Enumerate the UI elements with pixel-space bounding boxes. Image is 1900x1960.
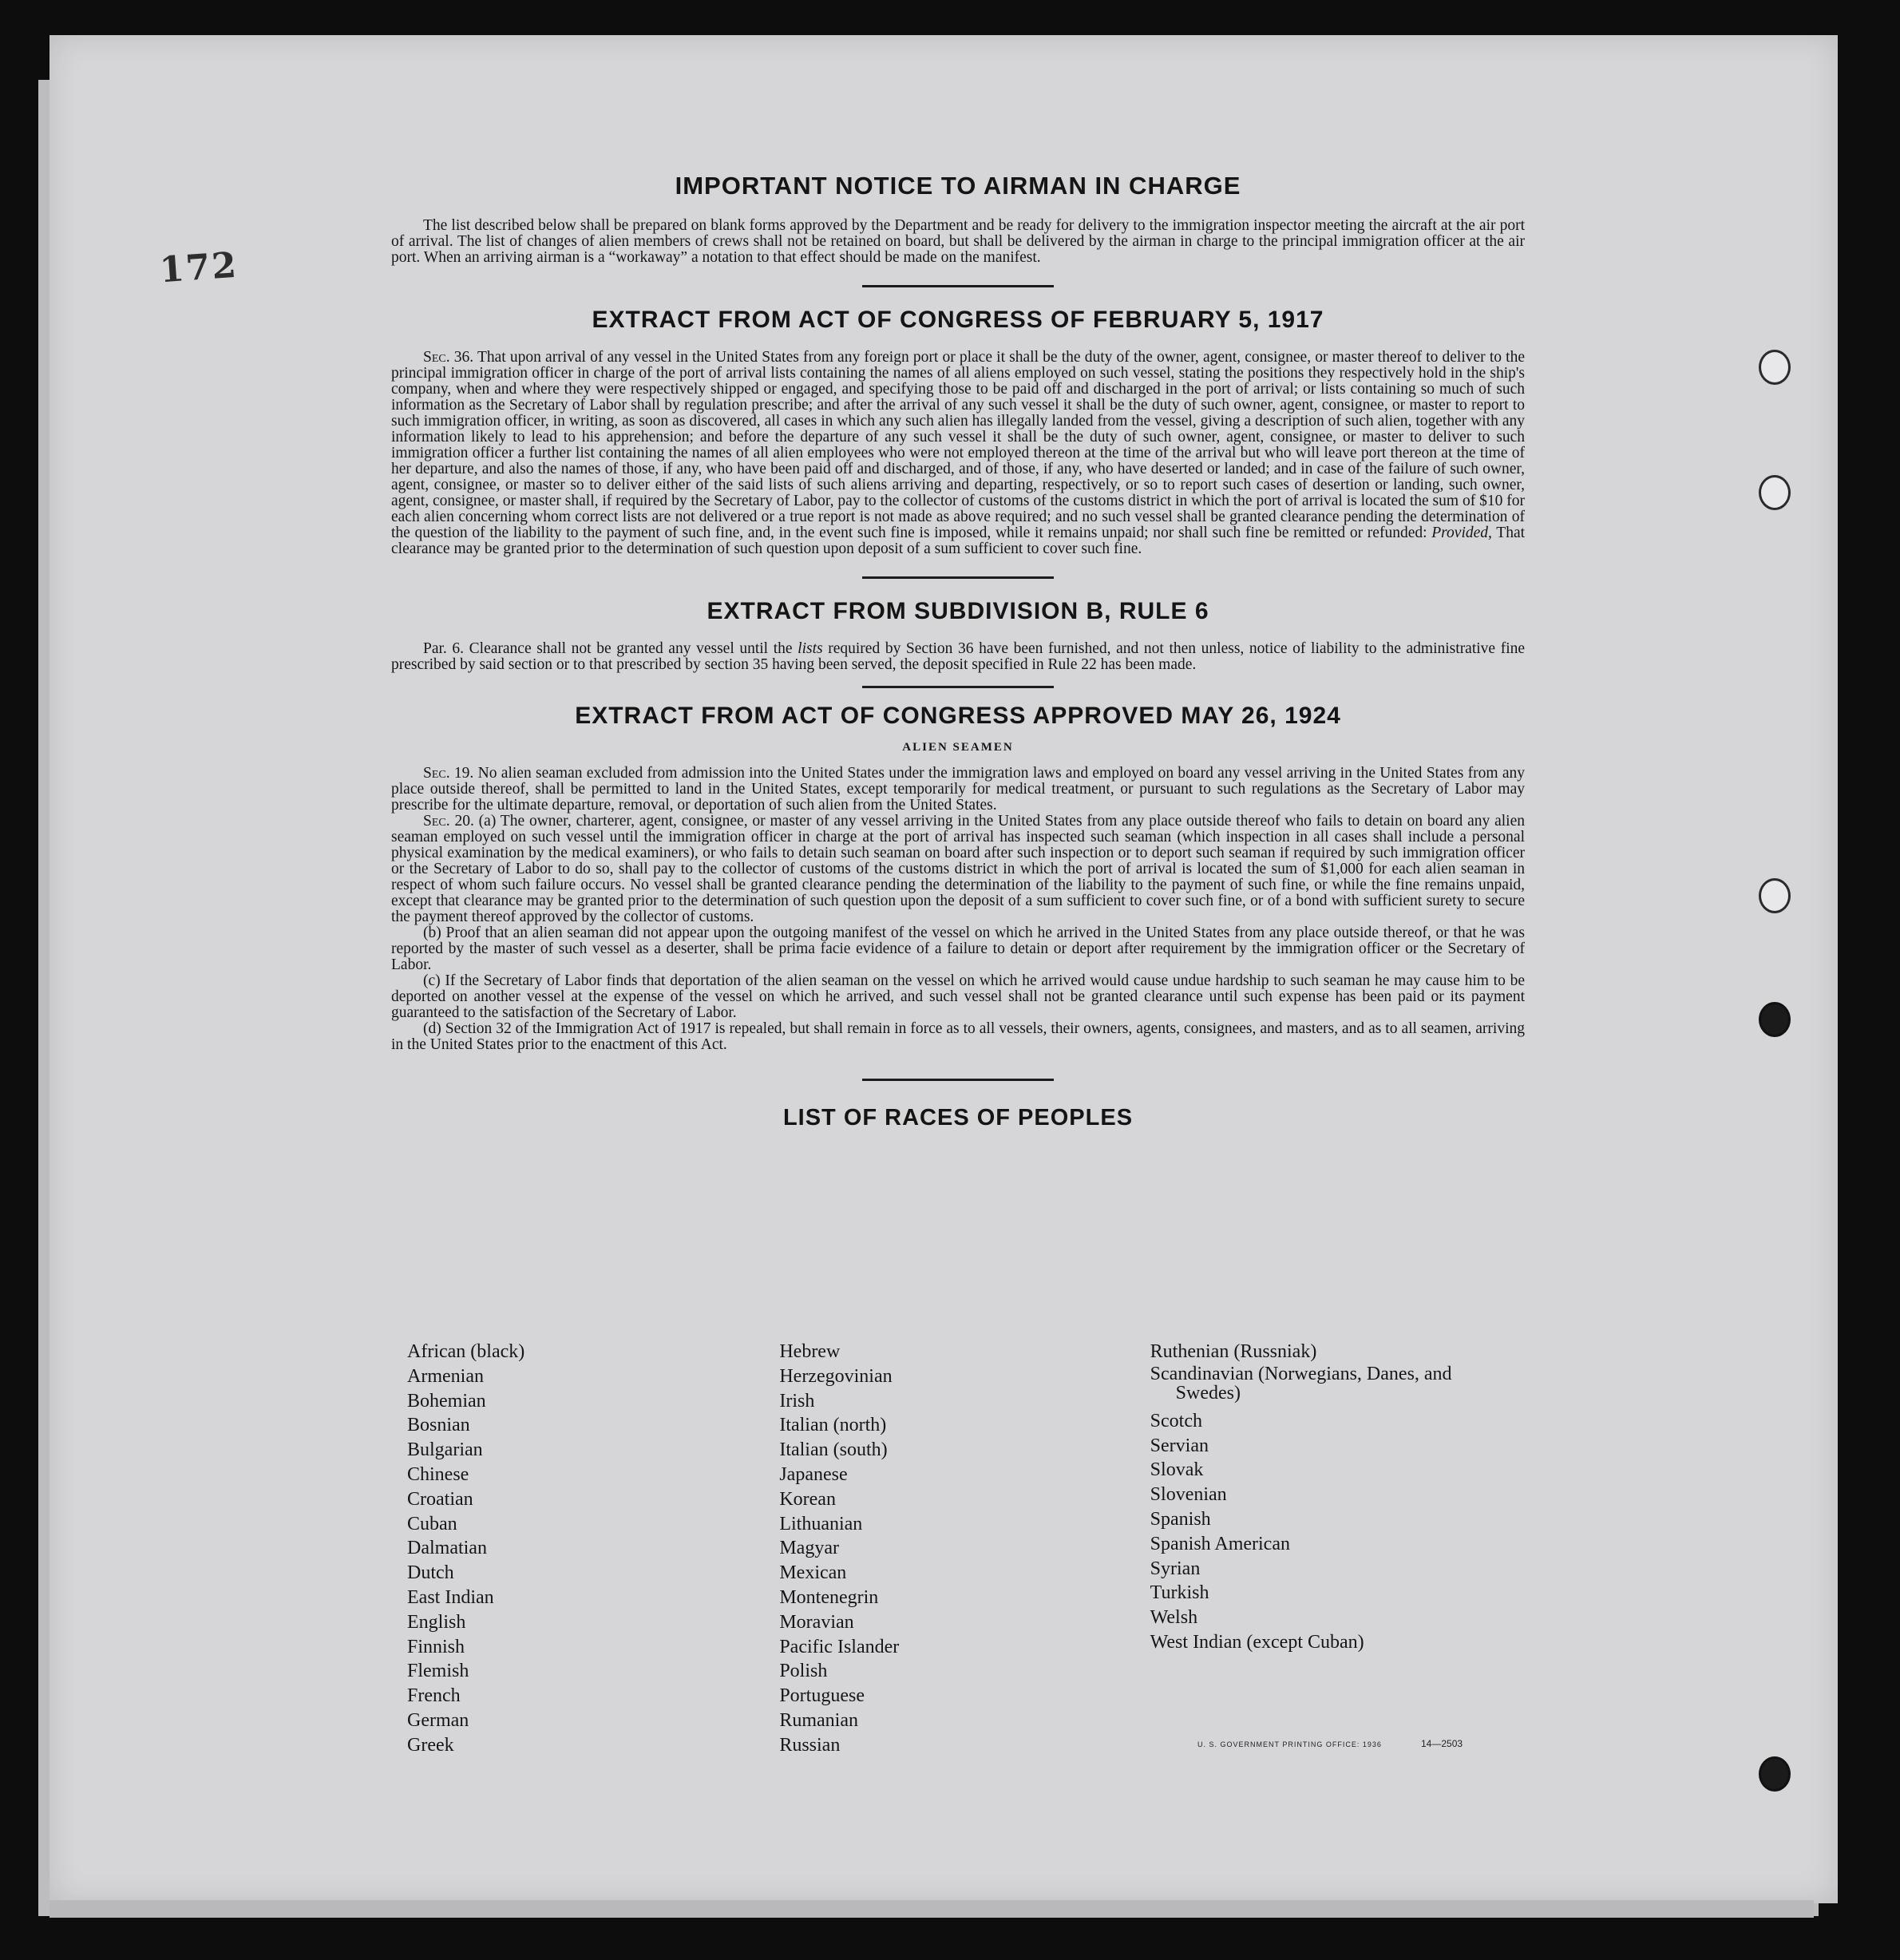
rule-6-text [391, 641, 1525, 673]
race-item: Italian (north) [779, 1415, 887, 1436]
page-edge [49, 1900, 1814, 1918]
race-item: Armenian [407, 1365, 484, 1387]
race-item: Ruthenian (Russniak) [1150, 1341, 1317, 1362]
race-item: German [407, 1709, 469, 1731]
divider [862, 686, 1054, 688]
rule-6-section [391, 598, 1525, 673]
punch-hole [1759, 475, 1791, 510]
divider [862, 1079, 1054, 1081]
race-item: Syrian [1150, 1558, 1201, 1579]
race-item: Bohemian [407, 1390, 486, 1412]
act-1924-paragraph [391, 925, 1525, 973]
race-item: Polish [779, 1661, 828, 1682]
race-item: Finnish [407, 1636, 465, 1657]
punch-hole [1759, 1756, 1791, 1792]
races-column-1 [407, 1340, 779, 1758]
section-label: Sec. 19. [423, 765, 474, 782]
form-number: 14—2503 [1421, 1738, 1463, 1749]
proviso-label: Provided, [1431, 525, 1492, 541]
section-text: (a) The owner, charterer, agent, consignee, or master of any vessel arriving in the United States from any place outside thereof who fails to detain on board any alien seaman employed on such vessel until the immigration officer in charge at the port of arrival has inspected such seaman (which inspection in all cases shall include a personal physical examination by the medical examiners), or who fails to detain such seaman on board after such inspection or to deport such seaman if required by such immigration officer or the Secretary of Labor to do so, shall pay to the collector of customs of the customs district in which the port of arrival is located the sum of $1,000 for each alien seaman in respect of whom such failure occurs. No vessel shall be granted clearance pending the determination of the liability to the payment of such fine, or while the fine remains unpaid, except that clearance may be granted prior to the determination of such question upon the deposit of a sum sufficient to cover such fine, or of a bond with sufficient surety to secure the payment thereof approved by the collector of customs. [391, 813, 1526, 925]
race-item: Turkish [1150, 1582, 1209, 1604]
act-1924-subtitle: ALIEN SEAMEN [902, 741, 1014, 754]
race-item: Japanese [779, 1463, 848, 1485]
race-item: Spanish American [1150, 1533, 1290, 1554]
race-item: Russian [779, 1734, 841, 1756]
race-item: Moravian [779, 1611, 854, 1633]
race-item: Scandinavian (Norwegians, Danes, and Swedes) [1150, 1363, 1452, 1404]
race-item: Magyar [779, 1538, 839, 1559]
section-text: (c) If the Secretary of Labor finds that deportation of the alien seaman on the vessel on which he arrived would cause undue hardship to such seaman he may cause him to be deported on another vessel at the expense of the vessel on which he arrived, and such vessel shall not be granted clearance until such expense has been paid or its payment guaranteed to the satisfaction of the Secretary of Labor. [391, 972, 1525, 1021]
punch-hole [1759, 350, 1791, 385]
race-item: Flemish [407, 1661, 469, 1682]
notice-section [391, 172, 1525, 266]
proviso-text: That clearance may be granted prior to the determination of such question upon deposit of a sum sufficient to cover such fine. [391, 525, 1526, 557]
punch-hole [1759, 878, 1791, 913]
document-body [391, 172, 1525, 1131]
race-item: Montenegrin [779, 1586, 879, 1608]
race-item: Cuban [407, 1513, 457, 1534]
rule-6-emphasis: lists [798, 640, 823, 657]
race-item: Dutch [407, 1562, 454, 1584]
section-text: No alien seaman excluded from admission into the United States under the immigration laws and employed on board any vessel arriving in the United States from any place outside thereof, shall be permitted to land in the United States, except temporarily for medical treatment, or pursuant to such regulations as the Secretary of Labor may prescribe for the ultimate departure, removal, or deportation of such alien from the United States. [391, 765, 1525, 814]
section-text: (b) Proof that an alien seaman did not appear upon the outgoing manifest of the vessel on which he arrived in the United States from any place outside thereof, or that he was reported by the master of such vessel as a deserter, shall be prima facie evidence of a failure to detain or deport after requirement by the immigration officer or the Secretary of Labor. [391, 925, 1525, 973]
race-item: Mexican [779, 1562, 847, 1584]
act-1917-text [391, 350, 1525, 557]
act-1924-section [391, 703, 1525, 1053]
section-label: Sec. 36. [423, 349, 474, 366]
act-1924-paragraph [391, 973, 1525, 1021]
race-item: Dalmatian [407, 1538, 487, 1559]
race-item: Pacific Islander [779, 1636, 900, 1657]
race-item: Croatian [407, 1488, 473, 1510]
punch-hole [1759, 1002, 1791, 1037]
race-item: Welsh [1150, 1607, 1198, 1629]
act-1924-paragraph [391, 814, 1525, 925]
race-item: African (black) [407, 1341, 525, 1362]
act-1924-paragraph [391, 766, 1525, 814]
race-item: Herzegovinian [779, 1365, 893, 1387]
race-item: English [407, 1611, 466, 1633]
section-label: Sec. 20. [423, 813, 474, 830]
races-column-2 [779, 1340, 1150, 1758]
rule-6-title: EXTRACT FROM SUBDIVISION B, RULE 6 [707, 598, 1209, 624]
act-1924-title: EXTRACT FROM ACT OF CONGRESS APPROVED MAY 26, 1924 [575, 703, 1341, 729]
act-1924-paragraph [391, 1021, 1525, 1053]
race-item: Irish [779, 1390, 815, 1412]
race-item: Scotch [1150, 1410, 1202, 1431]
race-item: Hebrew [779, 1341, 841, 1362]
act-1924-paragraphs [391, 766, 1525, 1053]
printer-imprint: U. S. GOVERNMENT PRINTING OFFICE: 1936 [1197, 1740, 1382, 1748]
races-column-3 [1150, 1340, 1525, 1758]
race-item: Slovenian [1150, 1484, 1227, 1506]
race-item: Greek [407, 1734, 454, 1756]
race-item: Bosnian [407, 1415, 470, 1436]
races-title: LIST OF RACES OF PEOPLES [782, 1105, 1134, 1130]
race-item: Korean [779, 1488, 836, 1510]
race-item: Spanish [1150, 1508, 1211, 1530]
handwritten-mark: 172 [158, 244, 239, 291]
race-item: Portuguese [779, 1685, 865, 1707]
race-item: Slovak [1150, 1459, 1204, 1481]
act-1917-title: EXTRACT FROM ACT OF CONGRESS OF FEBRUARY 5, 1917 [592, 307, 1324, 333]
rule-6-text-start: Par. 6. Clearance shall not be granted any vessel until the [423, 640, 793, 657]
section-text: That upon arrival of any vessel in the United States from any foreign port or place it shall be the duty of the owner, agent, consignee, or master thereof to deliver to the principal immigration officer in charge of the port of arrival lists containing the names of all aliens employed on such vessel, stating the positions they respectively hold in the ship's company, when and where they were respectively shipped or engaged, and specifying those to be paid off and discharged in the port of arrival; or lists containing so much of such information as the Secretary of Labor shall by regulation prescribe; and after the arrival of any such vessel it shall be the duty of such owner, agent, consignee, or master to report to such immigration officer, in writing, as soon as discovered, all cases in which any such alien has illegally landed from the vessel, giving a description of such alien, together with any information likely to lead to his apprehension; and before the departure of any such vessel it shall be the duty of such owner, agent, consignee, or master to deliver to such immigration officer a further list containing the names of all alien employees who were not employed thereon at the time of the arrival but who will leave port thereon at the time of her departure, and also the names of those, if any, who have been paid off and discharged, and of those, if any, who have deserted or landed; and in case of the failure of such owner, agent, consignee, or master so to deliver either of the said lists of such aliens arriving and departing, respectively, or so to report such cases of desertion or landing, such owner, agent, consignee, or master shall, if required by the Secretary of Labor, pay to the collector of customs of the customs district in which the port of arrival is located the sum of $10 for each alien concerning whom correct lists are not delivered or a true report is not made as above required; and no such vessel shall be granted clearance pending the determination of the question of the liability to the payment of such fine, and, in the event such fine is imposed, while it remains unpaid; nor shall such fine be remitted or refunded: [391, 349, 1525, 541]
rule-6-text-end: required by Section 36 have been furnished, and not then unless, notice of liability to the administrative fine prescribed by said section or to that prescribed by section 35 having been served, the deposit specified in Rule 22 has been made. [391, 640, 1526, 673]
race-item: East Indian [407, 1586, 494, 1608]
race-item: Servian [1150, 1435, 1209, 1456]
divider [862, 576, 1054, 579]
race-item: French [407, 1685, 461, 1707]
race-item: Chinese [407, 1463, 469, 1485]
section-text: (d) Section 32 of the Immigration Act of 1917 is repealed, but shall remain in force as to all vessels, their owners, agents, consignees, and masters, and as to all seamen, arriving in the United States prior to the enactment of this Act. [391, 1020, 1525, 1053]
act-1917-section [391, 307, 1525, 557]
race-item: Bulgarian [407, 1439, 483, 1461]
race-item: West Indian (except Cuban) [1150, 1631, 1364, 1653]
race-item: Rumanian [779, 1709, 858, 1731]
notice-text: The list described below shall be prepared on blank forms approved by the Department and be ready for delivery to the immigration inspector meeting the aircraft at the air port of arrival. The list of changes of alien members of crews shall not be retained on board, but shall be delivered by the airman in charge to the principal immigration officer at the air port. When an arriving airman is a “workaway” a notation to that effect should be made on the manifest. [391, 217, 1525, 266]
notice-title: IMPORTANT NOTICE TO AIRMAN IN CHARGE [675, 172, 1241, 200]
race-item: Lithuanian [779, 1513, 863, 1534]
divider [862, 285, 1054, 287]
race-item: Italian (south) [779, 1439, 888, 1461]
races-list [407, 1340, 1525, 1758]
